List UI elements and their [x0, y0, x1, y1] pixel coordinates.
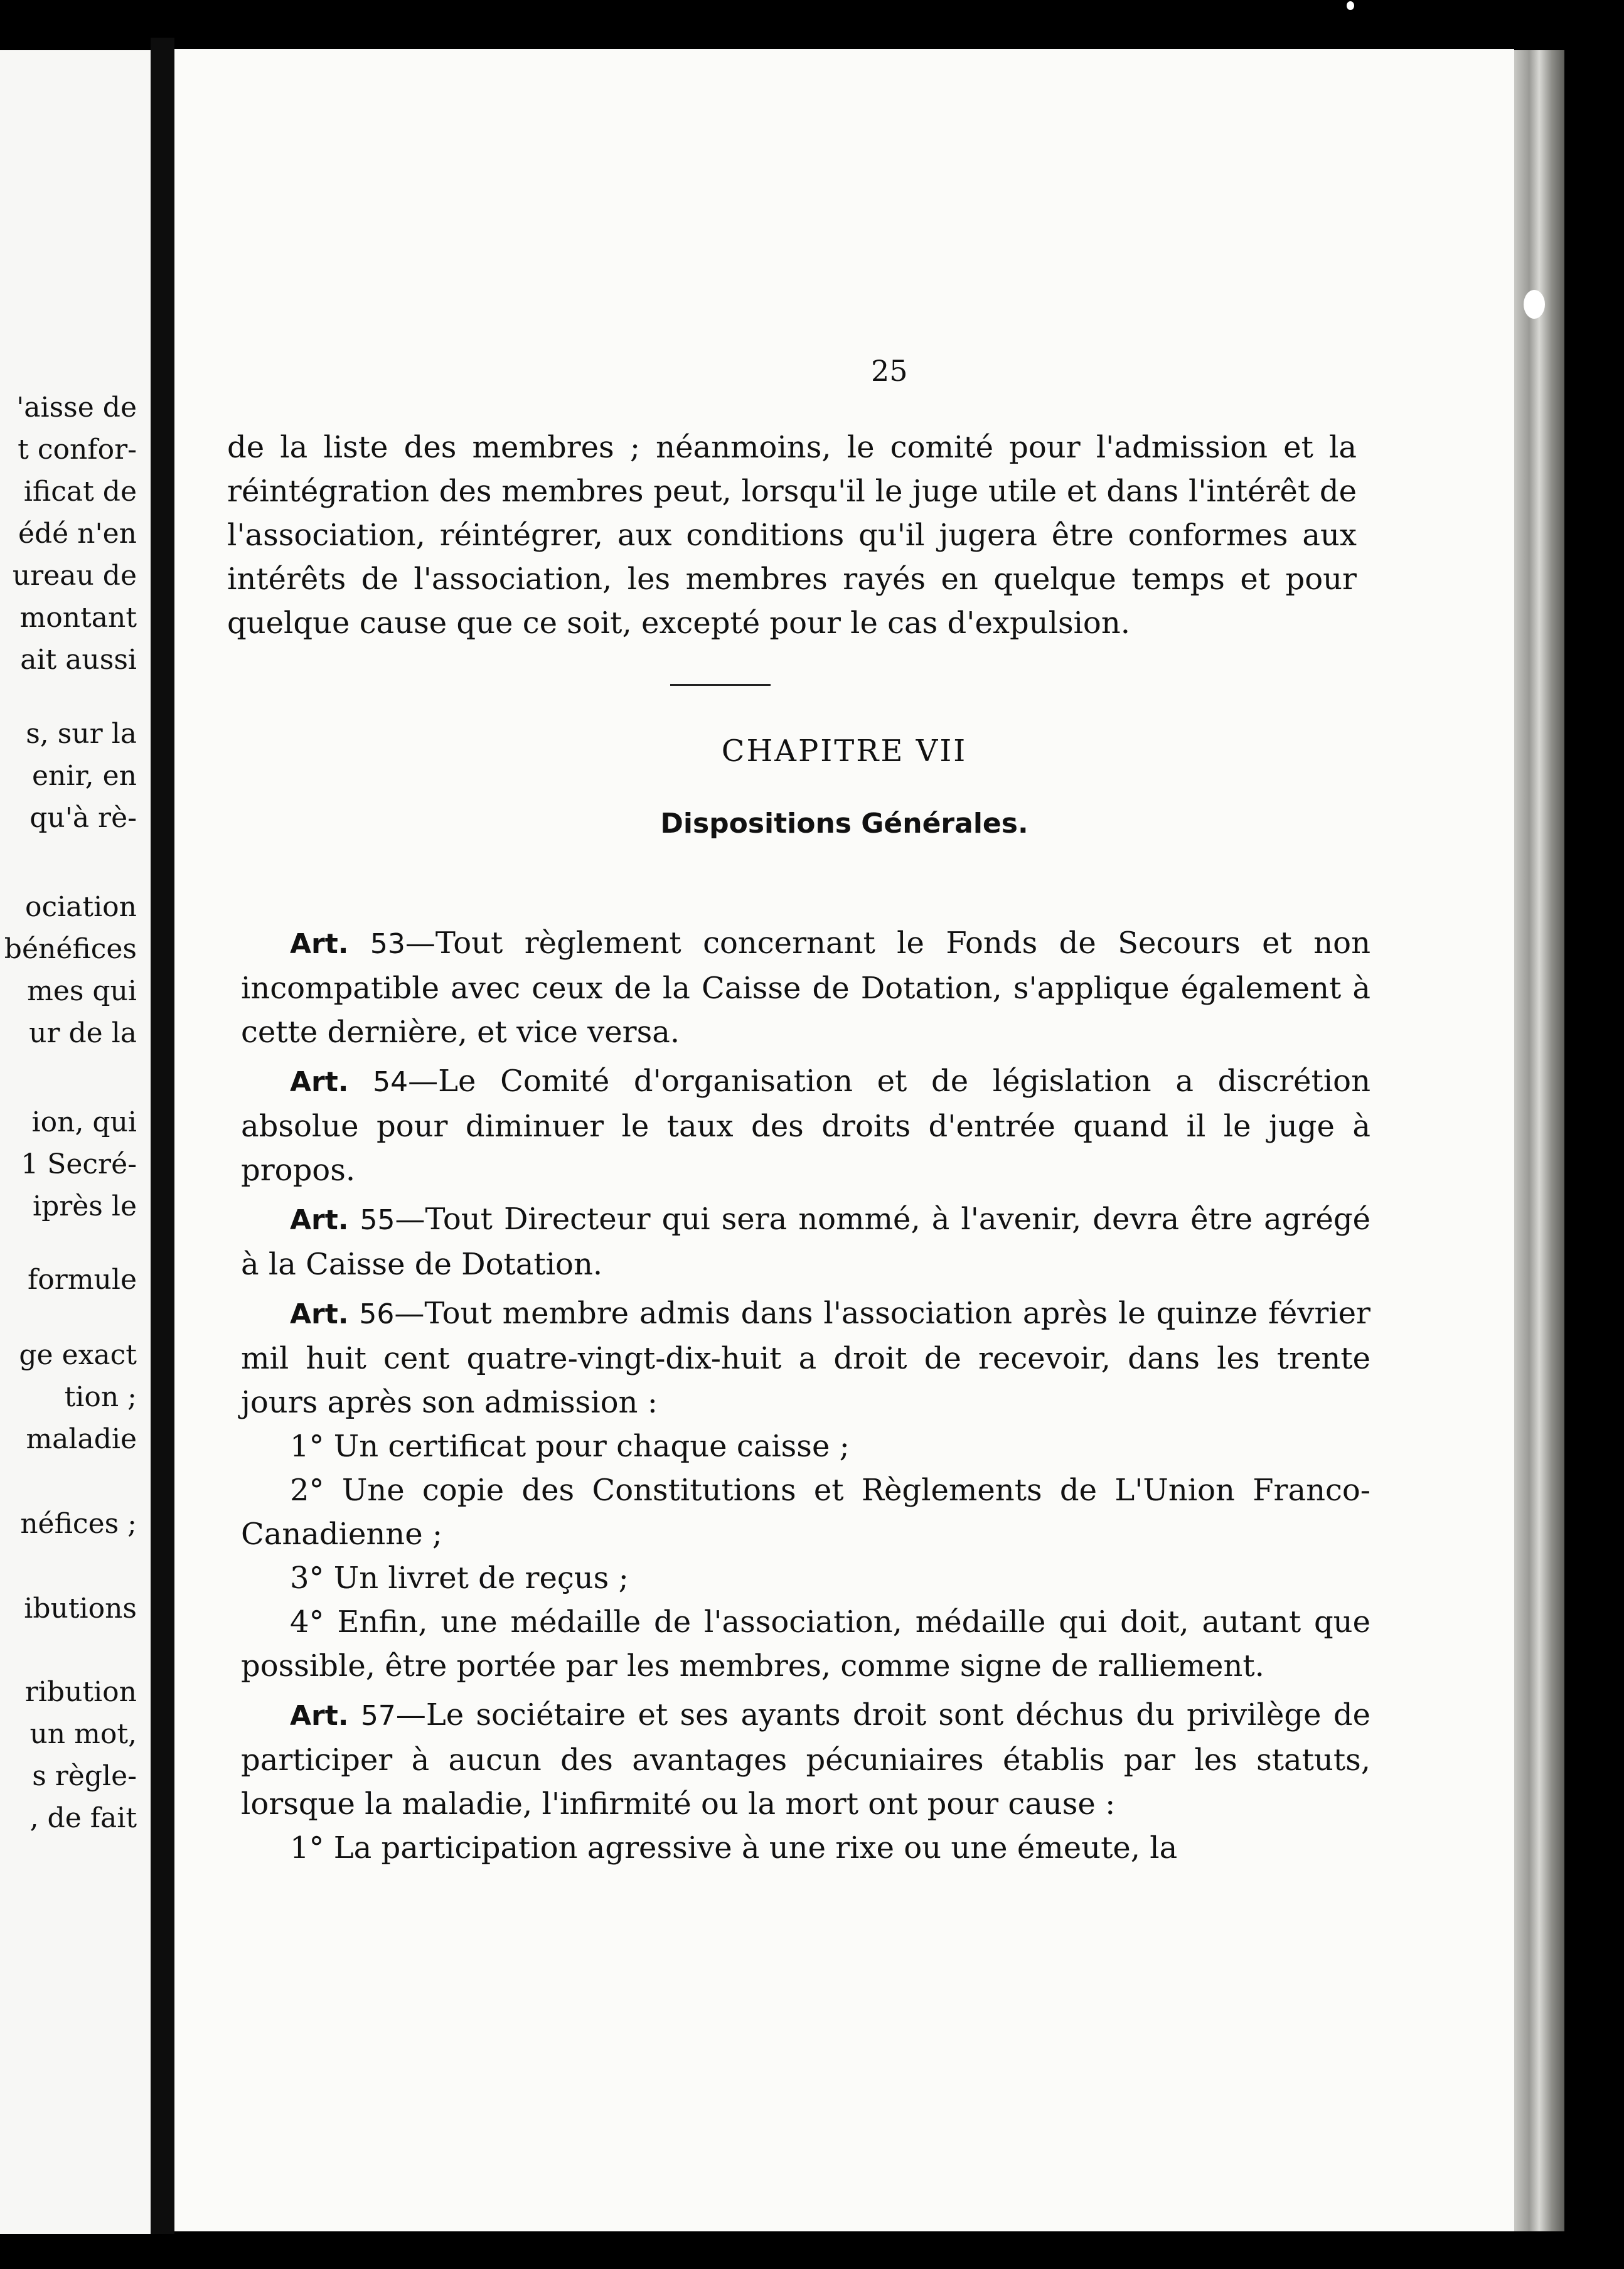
article-text: —Tout Directeur qui sera nommé, à l'avenir, devra être agrégé à la Caisse de Dotation. [241, 1202, 1371, 1282]
article-text: —Le sociétaire et ses ayants droit sont déchus du privilège de participer à aucun des avantages pécuniaires établis par les statuts, lorsque la maladie, l'infirmité ou la mort ont pour cause : [241, 1697, 1370, 1822]
scan-speck [1347, 1, 1354, 10]
left-page-line: bénéfices [4, 933, 137, 965]
article-56-item: 1° Un certificat pour chaque caisse ; [290, 1429, 850, 1464]
article-text: —Tout membre admis dans l'association après le quinze février mil huit cent quatre-vingt-dix-huit a droit de recevoir, dans les trente jours après son admission : [241, 1296, 1370, 1420]
left-page-line: iprès le [33, 1190, 137, 1222]
article-number: 57 [360, 1700, 396, 1732]
left-page-line: ait aussi [20, 644, 137, 676]
article-56-item: 3° Un livret de reçus ; [290, 1561, 629, 1596]
left-page-line: formule [28, 1264, 137, 1296]
left-page-line: mes qui [27, 975, 137, 1007]
intro-paragraph: de la liste des membres ; néanmoins, le comité pour l'admission et la réintégration des membres peut, lorsqu'il le juge utile et dans l'intérêt de l'association, réintégrer, aux conditions qu'il jugera être conformes aux intérêts de l'association, les membres rayés en quelque temps et pour quelque cause que ce soit, excepté pour le cas d'expulsion. [227, 430, 1357, 641]
left-page-line: qu'à rè- [29, 802, 137, 834]
article-54 [241, 1059, 1370, 1192]
article-label: Art. [290, 1700, 349, 1732]
article-56-item: 4° Enfin, une médaille de l'association, médaille qui doit, autant que possible, être portée par les membres, comme signe de ralliement. [241, 1604, 1370, 1684]
book-gutter [151, 38, 174, 2234]
left-page-line: tion ; [64, 1381, 137, 1413]
left-page-line: maladie [26, 1423, 137, 1455]
left-page-line: ion, qui [31, 1106, 137, 1138]
left-page-line: ribution [24, 1676, 137, 1708]
article-57-item: 1° La participation agressive à une rixe ou une émeute, la [290, 1830, 1178, 1866]
left-page-line: t confor- [18, 434, 137, 466]
article-label: Art. [290, 928, 349, 960]
page-number: 25 [871, 354, 908, 388]
left-page-line: édé n'en [18, 518, 137, 550]
article-57 [241, 1693, 1370, 1826]
section-heading: Dispositions Générales. [660, 808, 1028, 840]
article-text: —Le Comité d'organisation et de législation a discrétion absolue pour diminuer le taux des droits d'entrée quand il le juge à propos. [241, 1064, 1370, 1188]
articles-block [241, 921, 1370, 1870]
page-edge-stack [1514, 50, 1564, 2231]
left-page-line: 'aisse de [16, 392, 137, 424]
left-page-line: ge exact [19, 1339, 137, 1371]
article-number: 55 [360, 1204, 395, 1236]
left-page-line: enir, en [32, 760, 137, 792]
left-page-line: 1 Secré- [21, 1148, 137, 1180]
left-page-line: , de fait [29, 1802, 137, 1834]
left-page-line: ificat de [23, 476, 137, 508]
left-page-fragment [0, 50, 151, 2234]
scan-speck [1524, 290, 1545, 319]
left-page-line: ociation [24, 891, 137, 923]
article-label: Art. [290, 1298, 349, 1330]
left-page-line: ureau de [12, 560, 137, 592]
left-page-line: ibutions [24, 1593, 137, 1625]
chapter-heading: CHAPITRE VII [721, 734, 968, 769]
article-53 [241, 921, 1370, 1054]
left-page-line: s règle- [32, 1760, 137, 1792]
article-text: —Tout règlement concernant le Fonds de Secours et non incompatible avec ceux de la Caisse de Dotation, s'applique également à cette dernière, et vice versa. [241, 926, 1370, 1050]
article-label: Art. [290, 1066, 349, 1098]
left-page-line: un mot, [29, 1718, 137, 1750]
section-rule [670, 684, 771, 686]
left-page-line: montant [19, 602, 137, 634]
article-number: 53 [370, 928, 405, 960]
left-page-line: s, sur la [26, 718, 137, 750]
left-page-line: néfices ; [20, 1508, 137, 1540]
article-55 [241, 1197, 1370, 1286]
left-page-line: ur de la [29, 1017, 137, 1049]
article-number: 56 [359, 1298, 395, 1330]
article-56-item: 2° Une copie des Constitutions et Règlements de L'Union Franco-Canadienne ; [241, 1473, 1370, 1552]
right-page [174, 49, 1514, 2231]
article-label: Art. [290, 1204, 349, 1236]
article-number: 54 [373, 1066, 409, 1098]
article-56 [241, 1291, 1370, 1424]
